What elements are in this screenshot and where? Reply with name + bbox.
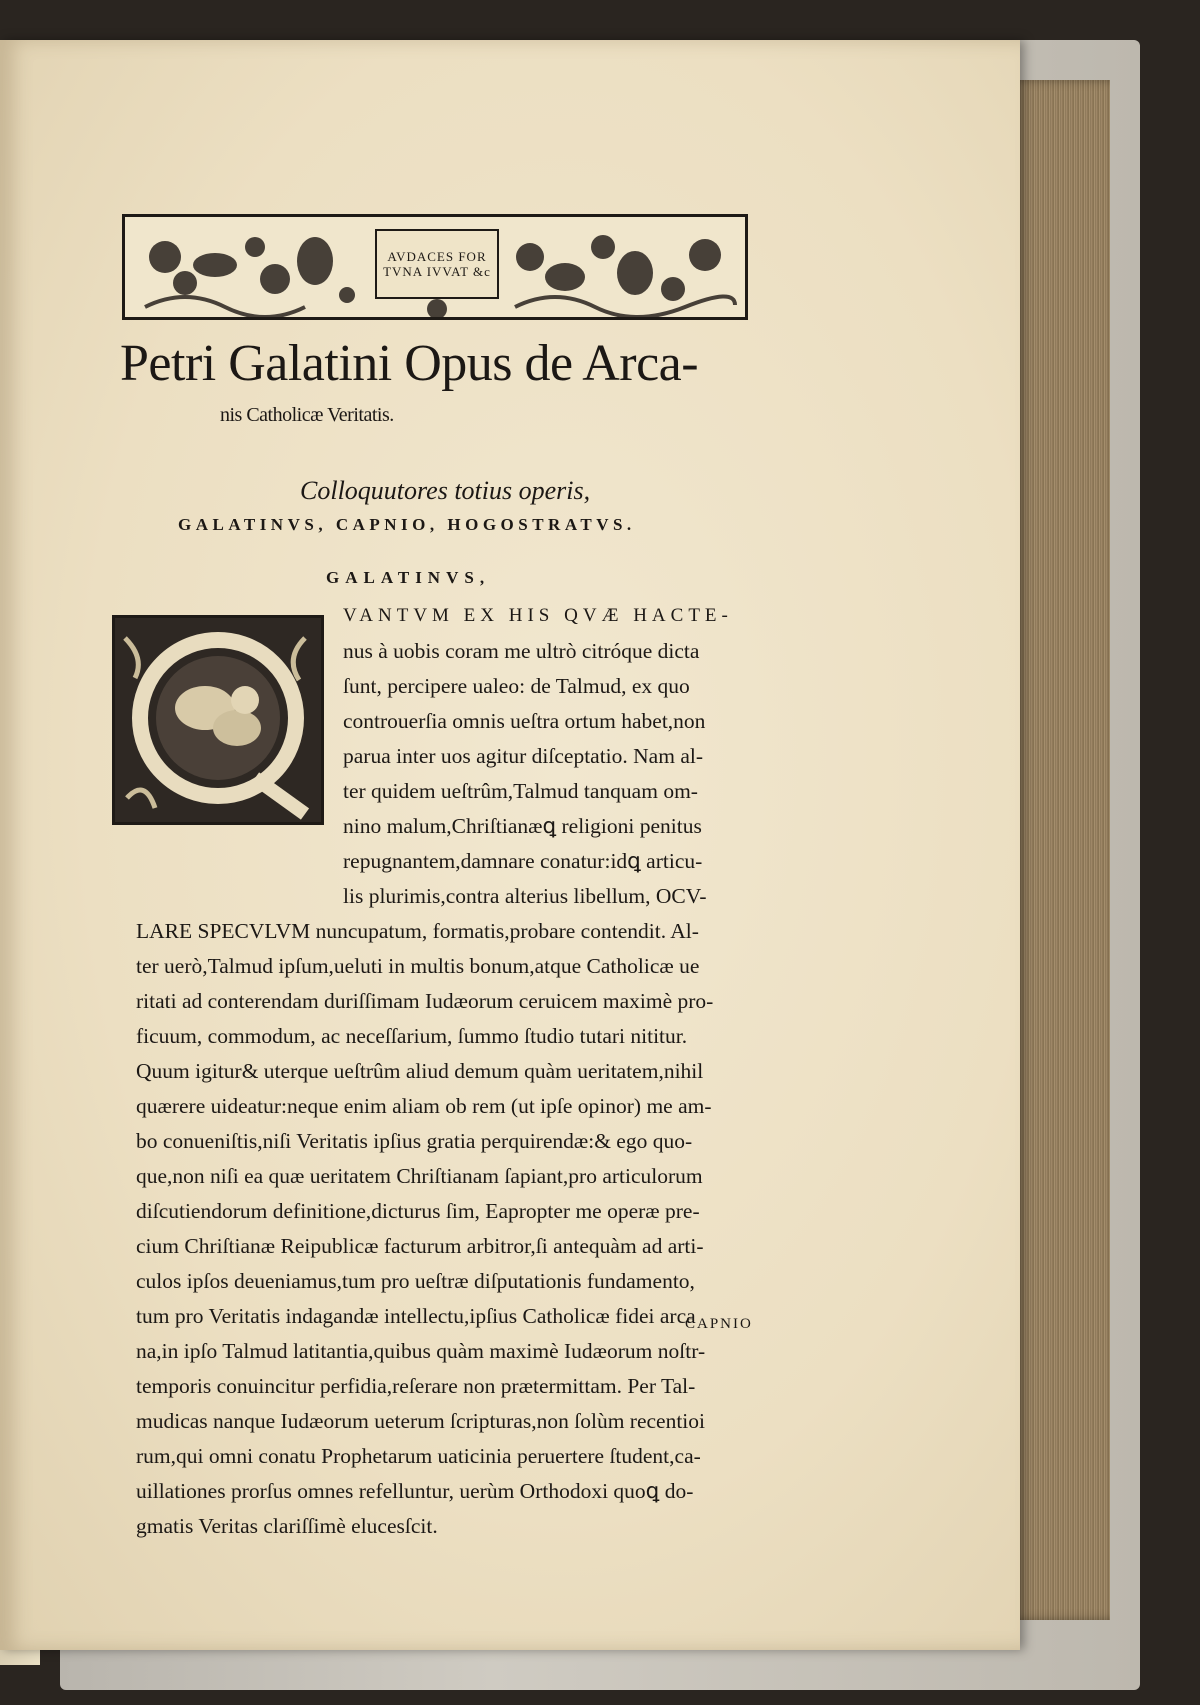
title-line-1: Petri Galatini Opus de Arca- (120, 335, 699, 392)
body-line: ficuum, commodum, ac neceſſarium, ſummo ſtudio tutari nititur. (136, 1024, 688, 1048)
body-line: ter quidem ueſtrûm,Talmud tanquam om- (343, 779, 698, 803)
body-line: na,in ipſo Talmud latitantia,quibus quàm maximè Iudæorum noſtr- (136, 1339, 706, 1363)
body-line: repugnantem,damnare conatur:idꝗ articu- (343, 849, 703, 873)
interlocutors-names: GALATINVS, CAPNIO, HOGOSTRATVS. (178, 515, 636, 534)
body-line: que,non niſi ea quæ ueritatem Chriſtianam ſapiant,pro articulorum (136, 1164, 703, 1188)
speaker-heading: GALATINVS, (326, 568, 491, 587)
body-line: nino malum,Chriſtianæꝗ religioni penitus (343, 814, 702, 838)
catchword: CAPNIO (685, 1316, 753, 1332)
body-line: nus à uobis coram me ultrò citróque dicta (343, 639, 700, 663)
body-line: cium Chriſtianæ Reipublicæ facturum arbitror,ſi antequàm ad arti- (136, 1234, 704, 1258)
body-line: ritati ad conterendam duriſſimam Iudæorum ceruicem maximè pro- (136, 989, 714, 1013)
body-line: gmatis Veritas clariſſimè elucesſcit. (136, 1514, 438, 1538)
decorated-initial-q (112, 615, 324, 825)
decorative-headpiece (122, 214, 748, 320)
interlocutors-heading: Colloquutores totius operis, (300, 476, 591, 505)
body-line: parua inter uos agitur diſceptatio. Nam al- (343, 744, 703, 768)
body-line: bo conueniſtis,niſi Veritatis ipſius gratia perquirendæ:& ego quo- (136, 1129, 693, 1153)
body-line: controuerſia omnis ueſtra ortum habet,non (343, 709, 706, 733)
body-line: VANTVM EX HIS QVÆ HACTE- (343, 605, 733, 626)
body-line: rum,qui omni conatu Prophetarum uaticinia peruertere ſtudent,ca- (136, 1444, 701, 1468)
title-line-2: nis Catholicæ Veritatis. (220, 404, 394, 426)
initial-ornament (115, 618, 321, 822)
body-line: tum pro Veritatis indagandæ intellectu,ipſius Catholicæ fidei arca (136, 1304, 696, 1328)
motto-line-2: TVNA IVVAT &c (383, 264, 491, 279)
body-line: lis plurimis,contra alterius libellum, OCV- (343, 884, 707, 908)
body-line: culos ipſos deueniamus,tum pro ueſtræ diſputationis fundamento, (136, 1269, 695, 1293)
body-line: ter uerò,Talmud ipſum,ueluti in multis bonum,atque Catholicæ ue (136, 954, 700, 978)
page-block-edge (1010, 80, 1110, 1620)
body-line: diſcutiendorum definitione,dicturus ſim, Eapropter me operæ pre- (136, 1199, 700, 1223)
motto-cartouche (375, 229, 499, 299)
body-line: quærere uideatur:neque enim aliam ob rem (ut ipſe opinor) me am- (136, 1094, 712, 1118)
body-line: mudicas nanque Iudæorum ueterum ſcripturas,non ſolùm recentioi (136, 1409, 706, 1433)
body-line: LARE SPECVLVM nuncupatum, formatis,probare contendit. Al- (136, 919, 699, 943)
motto-line-1: AVDACES FOR (387, 249, 487, 264)
body-line: temporis conuincitur perfidia,reſerare non prætermittam. Per Tal- (136, 1374, 696, 1398)
body-line: ſunt, percipere ualeo: de Talmud, ex quo (343, 674, 690, 698)
body-line: Quum igitur& uterque ueſtrûm aliud demum quàm ueritatem,nihil (136, 1059, 704, 1083)
body-line: uillationes prorſus omnes refelluntur, uerùm Orthodoxi quoꝗ do- (136, 1479, 694, 1503)
